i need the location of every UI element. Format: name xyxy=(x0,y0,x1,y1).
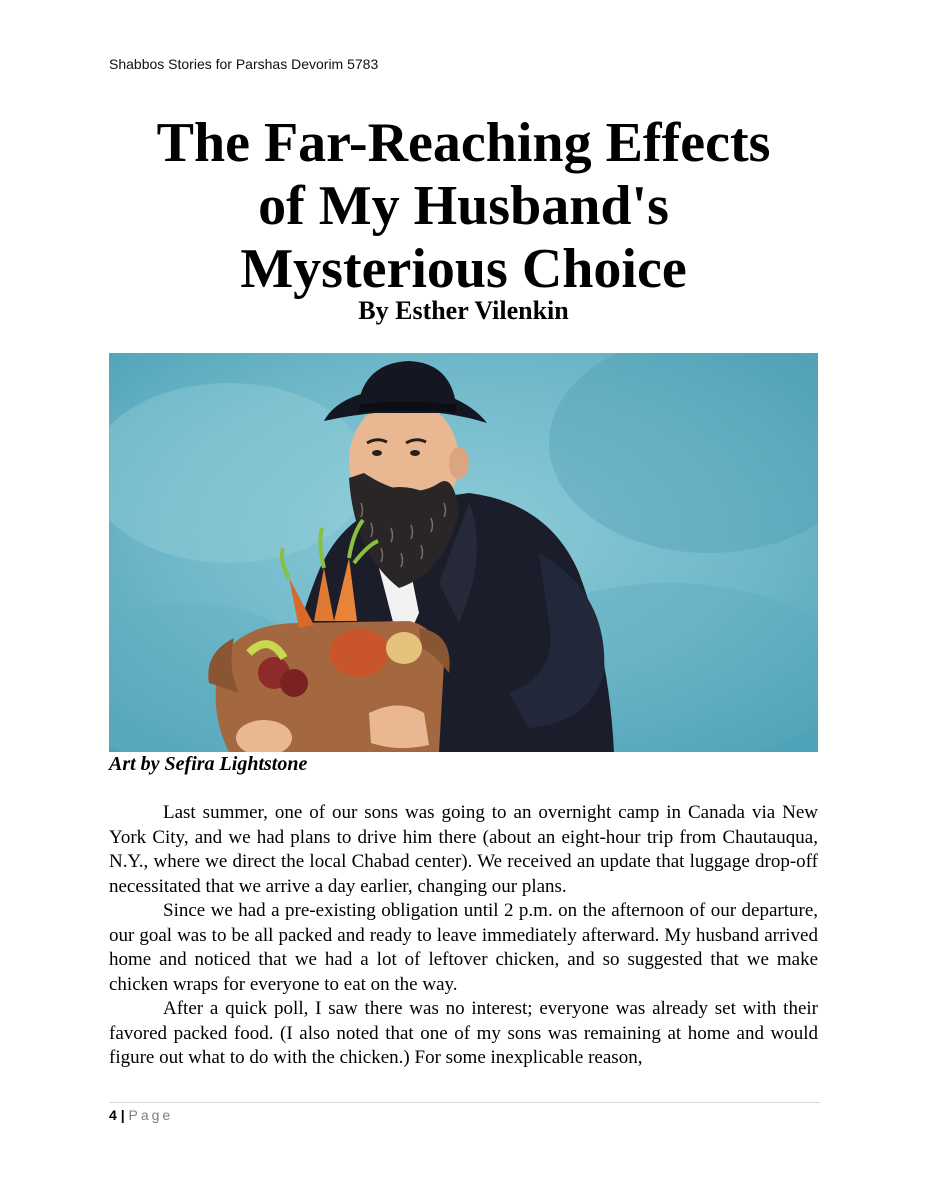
footer-divider xyxy=(109,1102,820,1103)
article-illustration xyxy=(109,353,818,752)
title-line-2: of My Husband's xyxy=(258,175,669,237)
paragraph: After a quick poll, I saw there was no interest; everyone was already set with their favored packed food. (I also noted that one of my sons was remaining at home and would figure out what to do with the chicken.) For some inexplicable reason, xyxy=(109,998,818,1068)
paragraph: Since we had a pre-existing obligation until 2 p.m. on the afternoon of our departure, our goal was to be all packed and ready to leave immediately afterward. My husband arrived home and noticed that we had a lot of leftover chicken, and so suggested that we make chicken wraps for everyone to eat on the way. xyxy=(109,900,818,995)
page-number: 4 xyxy=(109,1107,117,1123)
byline: By Esther Vilenkin xyxy=(358,296,569,325)
article-body xyxy=(109,801,818,1071)
page-label: Page xyxy=(128,1107,174,1123)
title-line-3: Mysterious Choice xyxy=(240,238,687,300)
title-line-1: The Far-Reaching Effects xyxy=(156,112,771,174)
art-credit: Art by Sefira Lightstone xyxy=(109,753,308,775)
running-header: Shabbos Stories for Parshas Devorim 5783 xyxy=(109,56,379,72)
page-footer xyxy=(109,1107,173,1123)
article-title xyxy=(0,112,927,301)
footer-separator: | xyxy=(120,1107,125,1123)
illustration-svg xyxy=(109,353,818,752)
paragraph: Last summer, one of our sons was going to an overnight camp in Canada via New York City, and we had plans to drive him there (about an eight-hour trip from Chautauqua, N.Y., where we direct the local Chabad center). We received an update that luggage drop-off necessitated that we arrive a day earlier, changing our plans. xyxy=(109,802,818,897)
